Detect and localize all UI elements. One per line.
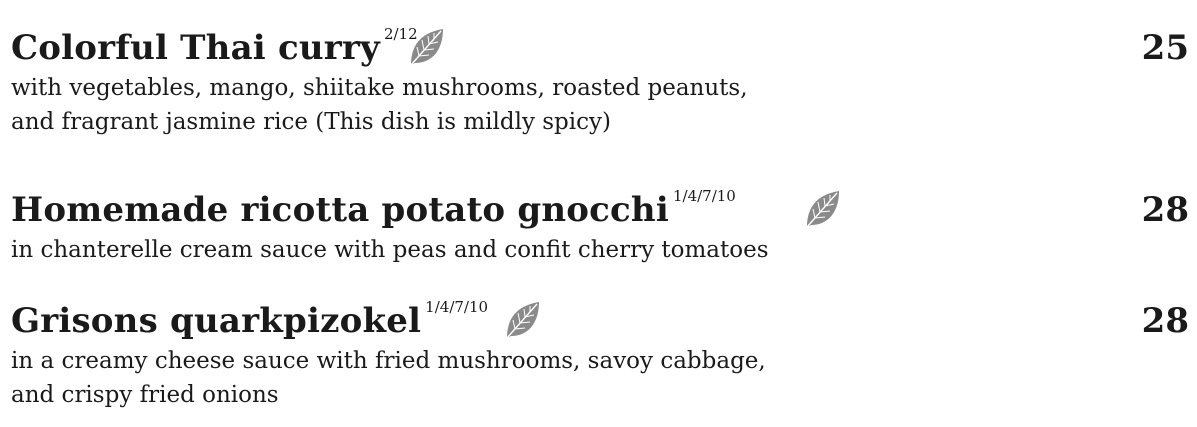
dish-description-line: in chanterelle cream sauce with peas and confit cherry tomatoes: [11, 237, 769, 263]
allergen-codes: 1/4/7/10: [425, 298, 489, 316]
dish-name: Homemade ricotta potato gnocchi: [11, 190, 669, 230]
leaf-icon: [803, 189, 843, 229]
dish-description: [11, 71, 871, 139]
dish-description-line: and crispy fried onions: [11, 382, 279, 408]
menu-item-pizokel: [11, 298, 1189, 412]
dish-description-line: with vegetables, mango, shiitake mushrooms, roasted peanuts,: [11, 75, 748, 101]
dish-name: Grisons quarkpizokel: [11, 301, 422, 341]
dish-price: 28: [1141, 190, 1189, 230]
dish-description-line: in a creamy cheese sauce with fried mushrooms, savoy cabbage,: [11, 348, 766, 374]
leaf-icon: [503, 300, 543, 340]
menu-item-gnocchi: [11, 187, 1189, 267]
allergen-codes: 2/12: [383, 25, 418, 43]
dish-header: [11, 25, 1189, 71]
dish-description: [11, 233, 871, 267]
dish-description: [11, 344, 871, 412]
dish-price: 25: [1141, 28, 1189, 68]
dish-header: [11, 187, 1189, 233]
allergen-codes: 1/4/7/10: [672, 187, 736, 205]
dish-description-line: and fragrant jasmine rice (This dish is mildly spicy): [11, 109, 611, 135]
dish-name: Colorful Thai curry: [11, 28, 380, 68]
leaf-icon: [407, 27, 447, 67]
dish-price: 28: [1141, 301, 1189, 341]
menu-item-thai-curry: [11, 25, 1189, 139]
dish-header: [11, 298, 1189, 344]
